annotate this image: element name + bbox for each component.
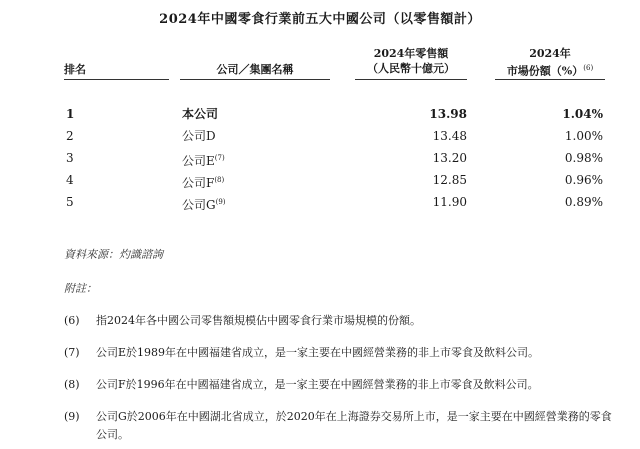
company-name: 公司F: [182, 176, 215, 190]
retail-sales-cell: 13.48: [432, 129, 467, 143]
footnote-text: 公司E於1989年在中國福建省成立，是一家主要在中國經營業務的非上市零食及飲料公司。: [96, 346, 540, 359]
market-share-cell: 1.04%: [562, 107, 603, 121]
header-company: 公司／集團名稱: [216, 63, 294, 76]
header-market-share-line2: [495, 61, 605, 79]
company-cell: [182, 104, 332, 124]
retail-sales-cell: 13.98: [429, 107, 467, 121]
company-cell: [182, 170, 332, 193]
header-retail-sales-line1: 2024年零售額: [373, 47, 449, 60]
header-market-share-line1: 2024年: [529, 47, 571, 60]
company-footnote: (7): [214, 154, 225, 162]
footnote-number: (9): [64, 410, 80, 423]
rank-cell: 1: [66, 107, 75, 121]
company-cell: [182, 126, 332, 146]
market-share-cell: 1.00%: [564, 129, 603, 143]
footnote-number: (7): [64, 346, 80, 359]
retail-sales-cell: 12.85: [432, 173, 467, 187]
header-retail-sales-line2: （人民幣十億元）: [367, 62, 455, 75]
header-rule-sales: [355, 79, 467, 80]
company-name: 本公司: [182, 107, 219, 121]
table-row: [0, 192, 640, 212]
header-retail-sales: [355, 46, 467, 76]
company-footnote: (8): [214, 176, 225, 184]
footnote-number: (8): [64, 378, 80, 391]
rank-cell: 4: [66, 173, 74, 187]
header-market-share-footnote: (6): [583, 64, 594, 72]
footnote-text: 指2024年各中國公司零售額規模佔中國零食行業市場規模的份額。: [96, 314, 421, 327]
company-cell: [182, 148, 332, 171]
footnote-number: (6): [64, 314, 80, 327]
document-title: 2024年中國零食行業前五大中國公司（以零售額計）: [159, 12, 481, 27]
source-note: 資料來源：灼識諮詢: [64, 248, 163, 261]
market-share-cell: 0.89%: [564, 195, 603, 209]
market-share-cell: 0.98%: [564, 151, 603, 165]
company-footnote: (9): [215, 198, 226, 206]
rank-cell: 2: [66, 129, 74, 143]
table-row: [0, 148, 640, 168]
table-row: [0, 104, 640, 124]
retail-sales-cell: 13.20: [432, 151, 467, 165]
header-rank: 排名: [64, 63, 86, 76]
company-name: 公司G: [182, 198, 216, 212]
header-rule-share: [495, 79, 605, 80]
table-row: [0, 170, 640, 190]
company-cell: [182, 192, 332, 215]
rank-cell: 5: [66, 195, 74, 209]
market-share-cell: 0.96%: [564, 173, 603, 187]
company-name: 公司D: [182, 129, 216, 143]
footnote-text: 公司G於2006年在中國湖北省成立，於2020年在上海證券交易所上市，是一家主要在中國經營業務的零食公司。: [96, 410, 612, 441]
footnote-text: 公司F於1996年在中國福建省成立，是一家主要在中國經營業務的非上市零食及飲料公司。: [96, 378, 539, 391]
rank-cell: 3: [66, 151, 74, 165]
notes-label: 附註：: [64, 282, 97, 295]
header-rule-rank: [64, 79, 169, 80]
retail-sales-cell: 11.90: [432, 195, 467, 209]
table-row: [0, 126, 640, 146]
header-market-share: [495, 46, 605, 79]
company-name: 公司E: [182, 154, 215, 168]
header-market-share-label: 市場份額（%）: [506, 64, 584, 78]
header-rule-company: [180, 79, 330, 80]
